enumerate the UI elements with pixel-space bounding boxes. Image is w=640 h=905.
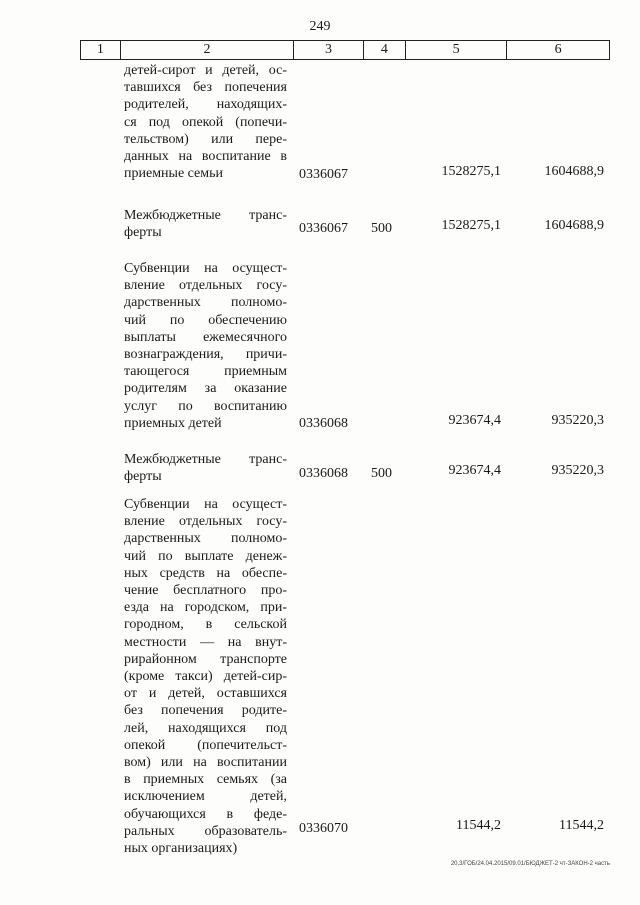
description-line: тающегося приемным	[124, 364, 287, 380]
description-line: городном, в сельской	[124, 617, 287, 633]
description-line: приемных детей	[124, 415, 222, 431]
description-line: Межбюджетные транс-	[124, 208, 287, 223]
description-line: вознаграждения, причи-	[124, 347, 287, 363]
row-sum-year1: 1528275,1	[441, 218, 501, 233]
footer-note: 20.3/ГОБ/24.04.2015/09.01/БЮДЖЕТ-2 чт-ЗАКОН-2 часть	[450, 861, 610, 867]
description-line: езда на городском, при-	[124, 600, 287, 616]
description-line: родителям за оказание	[124, 381, 287, 397]
description-line: в приемных семьях (за	[124, 772, 287, 788]
row-sum-year2: 1604688,9	[544, 218, 604, 233]
header-col-6: 6	[554, 42, 562, 57]
description-line: ральных образователь-	[124, 823, 287, 839]
description-line: ных средств на обеспе-	[124, 565, 287, 581]
description-line: тельством) или пере-	[124, 131, 287, 147]
description-line: рирайонном транспорте	[124, 651, 287, 667]
description-line: Субвенции на осущест-	[124, 261, 287, 276]
row-description	[124, 451, 287, 485]
row-sum-year1: 923674,4	[448, 413, 501, 428]
row-description	[124, 207, 287, 241]
description-line: исключением детей,	[124, 789, 287, 805]
row-description	[124, 62, 287, 182]
header-col-2: 2	[121, 41, 294, 59]
description-line: чий по выплате денеж-	[124, 548, 287, 564]
row-sum-year1: 1528275,1	[441, 164, 501, 179]
description-line: дарственных полномо-	[124, 531, 287, 547]
description-line: тавшихся без попечения	[124, 80, 287, 96]
description-line: ферты	[124, 469, 162, 485]
header-col-4: 4	[364, 41, 406, 59]
description-line: местности — на внут-	[124, 634, 287, 650]
row-kind: 500	[371, 466, 392, 481]
table-header-row	[80, 40, 610, 60]
description-line: ных организациях)	[124, 841, 238, 857]
description-line: обучающихся в феде-	[124, 806, 287, 822]
row-code: 0336067	[299, 167, 348, 182]
header-col-1: 1	[81, 41, 121, 59]
row-code: 0336070	[299, 821, 348, 836]
description-line: вление отдельных госу-	[124, 278, 287, 294]
description-line: от и детей, оставшихся	[124, 686, 287, 702]
page-number: 249	[309, 19, 331, 34]
row-sum-year2: 11544,2	[559, 818, 604, 833]
description-line: ферты	[124, 225, 162, 241]
description-line: вление отдельных госу-	[124, 514, 287, 530]
description-line: родителей, находящих-	[124, 97, 287, 113]
row-code: 0336068	[299, 466, 348, 481]
row-kind: 500	[371, 221, 392, 236]
row-sum-year1: 11544,2	[456, 818, 501, 833]
description-line: выплаты ежемесячного	[124, 329, 287, 345]
row-description	[124, 496, 287, 857]
description-line: услуг по воспитанию	[124, 398, 287, 414]
description-line: Межбюджетные транс-	[124, 452, 287, 467]
header-col-5: 5	[406, 41, 508, 59]
description-line: детей-сирот и детей, ос-	[124, 63, 287, 78]
row-code: 0336067	[299, 221, 348, 236]
description-line: чий по обеспечению	[124, 312, 287, 328]
row-sum-year1: 923674,4	[448, 463, 501, 478]
description-line: (кроме такси) детей-сир-	[124, 669, 287, 685]
row-sum-year2: 935220,3	[551, 413, 604, 428]
description-line: приемные семьи	[124, 166, 224, 182]
description-line: лей, находящихся под	[124, 720, 287, 736]
description-line: ся под опекой (попечи-	[124, 114, 287, 130]
row-description	[124, 260, 287, 432]
description-line: Субвенции на осущест-	[124, 497, 287, 512]
description-line: вом) или на воспитании	[124, 755, 287, 771]
row-code: 0336068	[299, 416, 348, 431]
header-col-3: 3	[294, 41, 364, 59]
description-line: дарственных полномо-	[124, 295, 287, 311]
description-line: чение бесплатного про-	[124, 583, 287, 599]
row-sum-year2: 1604688,9	[544, 164, 604, 179]
description-line: без попечения родите-	[124, 703, 287, 719]
row-sum-year2: 935220,3	[551, 463, 604, 478]
description-line: данных на воспитание в	[124, 149, 287, 165]
description-line: опекой (попечительст-	[124, 737, 287, 753]
